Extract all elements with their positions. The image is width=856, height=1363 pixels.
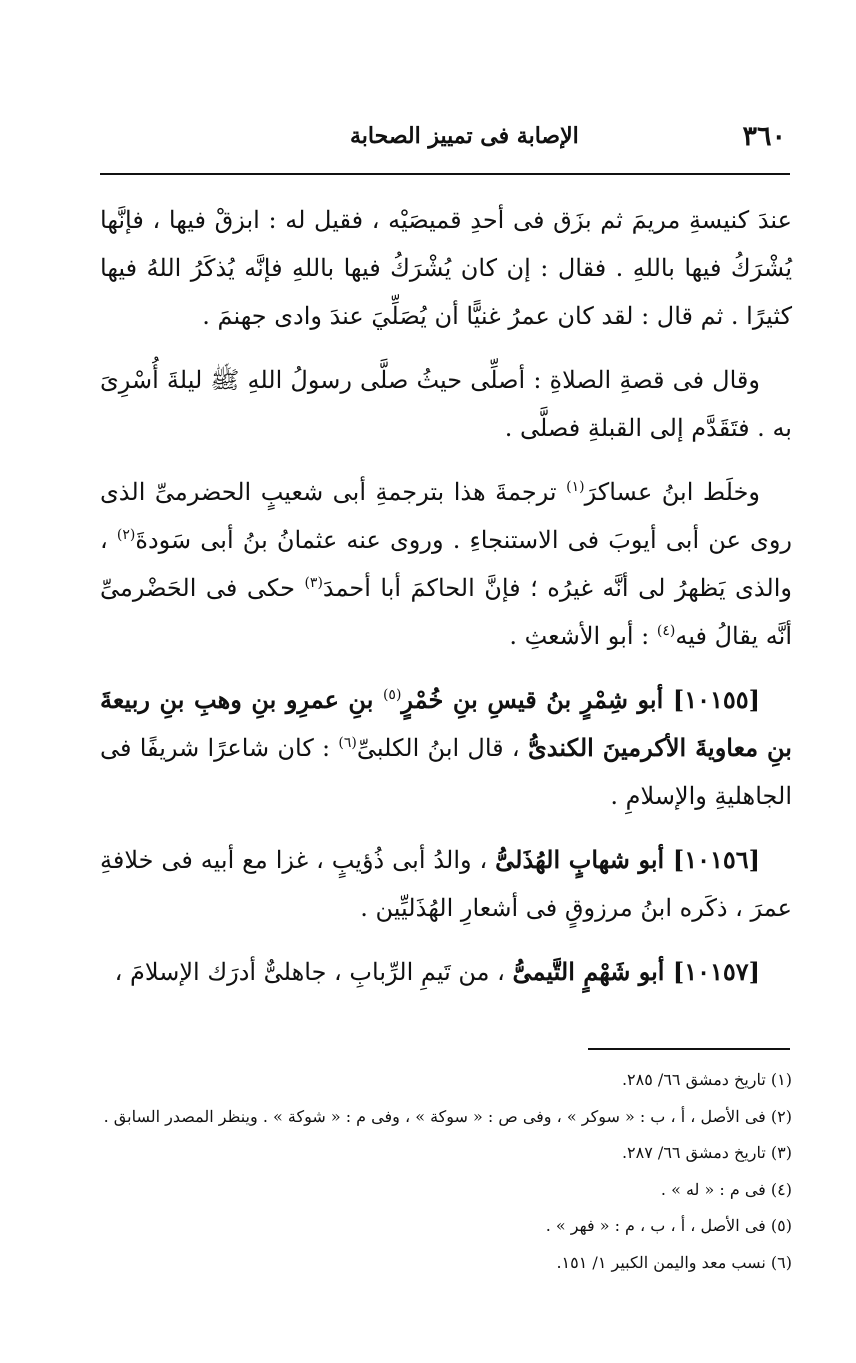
entry-10155-text-a: ، قال ابنُ الكلبىِّ [356,734,528,762]
footnote-3: (٣) تاريخ دمشق ٦٦/ ٢٨٧. [621,1143,792,1162]
footnote-ref-6[interactable]: (٦) [338,735,357,751]
paragraph-3 [100,468,792,660]
book-title: الإصابة فى تمييز الصحابة [350,123,579,149]
entry-10155-heading-b: بنِ عمرِو بنِ وهبِ بنِ ربيعةَ بنِ معاويةَ الأكرمينَ الكندىُّ [100,685,792,762]
footnote-6: (٦) نسب معد واليمن الكبير ١/ ١٥١. [556,1252,792,1272]
entry-10157-text: ، من تَيمِ الرِّبابِ ، جاهلىٌّ أدرَك الإسلامَ ، [114,958,513,986]
paragraph-3-text-d: حكى فى الحَضْرمىِّ أنَّه يقالُ فيه [100,574,792,650]
entry-10156-text: ، والدُ أبى ذُؤيبٍ ، غزا مع أبيه فى خلافةِ عمرَ ، ذكَره ابنُ مرزوقٍ فى أشعارِ الهُذَليِّين . [100,846,792,922]
entry-10156-heading: [١٠١٥٦] أبو شهابٍ الهُذَلىُّ [495,845,761,874]
entry-10157-heading: [١٠١٥٧] أبو شَهْمٍ التَّيمىُّ [512,957,760,986]
footnote-5: (٥) فى الأصل ، أ ، ب ، م : « فهر » . [545,1216,792,1235]
footnote-4: (٤) فى م : « له » . [660,1179,792,1199]
footnote-1: (١) تاريخ دمشق ٦٦/ ٢٨٥. [621,1070,792,1089]
paragraph-3-text-a: وخلَط ابنُ عساكرَ [584,478,760,506]
entry-10157 [100,948,792,996]
entry-10155-text-b: : كان شاعرًا شريفًا فى الجاهليةِ والإسلامِ . [100,734,792,810]
entry-10155 [100,676,792,820]
running-header [100,112,786,160]
paragraph-2: وقال فى قصةِ الصلاةِ : أصلِّى حيثُ صلَّى رسولُ اللهِ ﷺ ليلةَ أُسْرِىَ به . فتَقَدَّم إلى القبلةِ فصلَّى . [100,366,792,442]
entry-10155-heading-a: [١٠١٥٥] أبو شِمْرٍ بنُ قيسِ بنِ خُمْرٍ [401,685,760,714]
footnote-ref-1[interactable]: (١) [566,479,585,495]
footnote-rule [588,1048,790,1050]
page-number: ٣٦٠ [742,120,786,152]
paragraph-3-text-c: ، والذى يَظهرُ لى أنَّه غيرُه ؛ فإنَّ الحاكمَ أبا أحمدَ [100,526,792,602]
main-text [100,196,792,1012]
entry-10156 [100,836,792,932]
footnote-ref-5[interactable]: (٥) [382,687,402,703]
footnotes [100,1062,792,1281]
paragraph-3-text-e: : أبو الأشعثِ . [509,622,657,650]
footnote-ref-2[interactable]: (٢) [116,527,136,543]
paragraph-3-text-b: ترجمةَ هذا بترجمةِ أبى شعيبٍ الحضرمىِّ الذى روى عن أبى أيوبَ فى الاستنجاءِ . وروى عنه عثمانُ بنُ أبى سَودةَ [100,478,793,554]
paragraph-1: عندَ كنيسةِ مريمَ ثم بزَق فى أحدِ قميصَيْه ، فقيل له : ابزقْ فيها ، فإنَّها يُشْرَكُ فيها باللهِ . فقال : إن كان يُشْرَكُ فيها باللهِ فإنَّه يُذكَرُ اللهُ فيها كثيرًا . ثم قال : لقد كان عمرُ غنيًّا أن يُصَلِّيَ عندَ وادى جهنمَ . [100,206,792,330]
footnote-ref-3[interactable]: (٣) [304,575,323,591]
header-rule [100,173,790,175]
footnote-ref-4[interactable]: (٤) [656,623,676,639]
footnote-2: (٢) فى الأصل ، أ ، ب : « سوكر » ، وفى ص : « سوكة » ، وفى م : « شوكة » . وينظر المصدر السابق . [103,1106,792,1126]
